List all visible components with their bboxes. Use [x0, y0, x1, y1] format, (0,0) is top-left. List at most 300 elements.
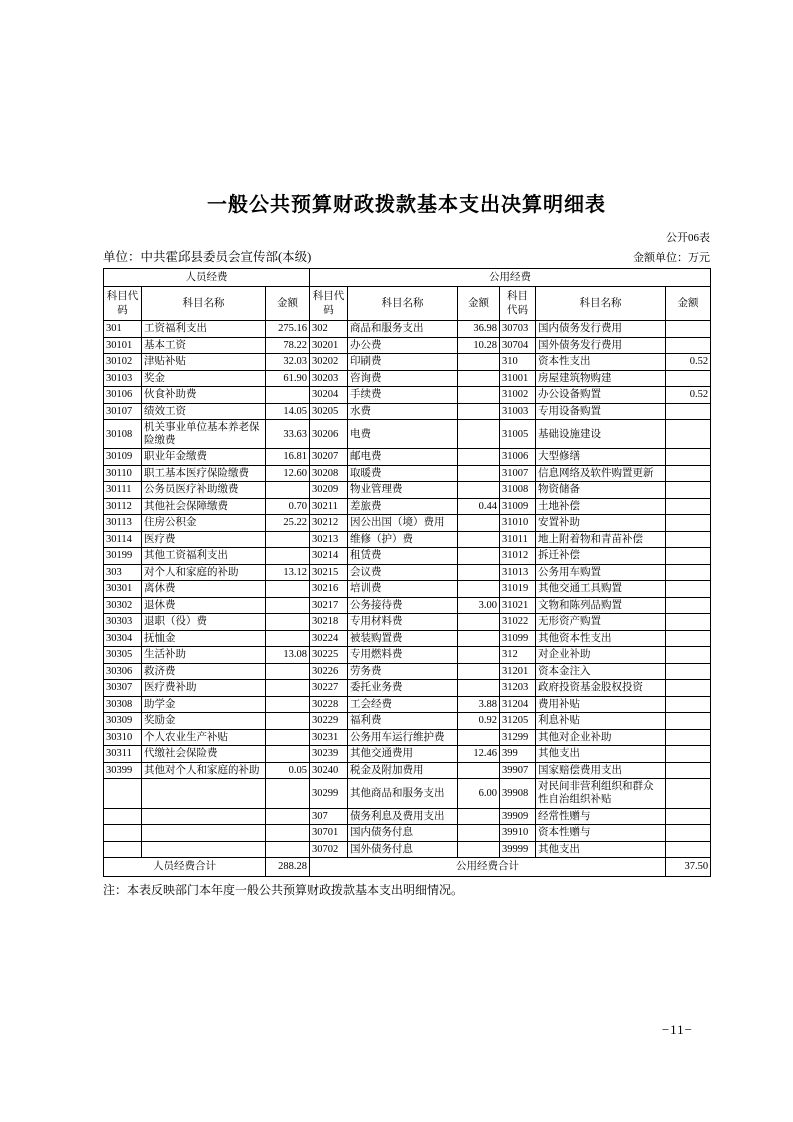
cell-code: 30208 [310, 465, 348, 482]
cell-amount [458, 614, 500, 631]
cell-name: 债务利息及费用支出 [348, 808, 458, 825]
col-header-name: 科目名称 [536, 287, 666, 321]
cell-name [142, 808, 266, 825]
cell-name: 水费 [348, 403, 458, 420]
cell-name: 差旅费 [348, 498, 458, 515]
cell-name: 利息补贴 [536, 713, 666, 730]
cell-amount [266, 614, 310, 631]
cell-code: 30231 [310, 729, 348, 746]
cell-code: 31011 [500, 531, 536, 548]
personnel-total-value: 288.28 [266, 858, 310, 877]
cell-code: 31012 [500, 548, 536, 565]
cell-amount [666, 337, 711, 354]
col-header-name: 科目名称 [142, 287, 266, 321]
table-row [104, 696, 711, 713]
cell-name: 费用补贴 [536, 696, 666, 713]
table-header [104, 269, 711, 321]
cell-amount [458, 548, 500, 565]
cell-code: 30212 [310, 515, 348, 532]
cell-amount: 0.70 [266, 498, 310, 515]
cell-name: 经常性赠与 [536, 808, 666, 825]
cell-name: 基础设施建设 [536, 420, 666, 449]
amount-unit-label: 金额单位：万元 [633, 252, 710, 264]
cell-amount [666, 663, 711, 680]
table-row [104, 403, 711, 420]
cell-amount: 13.12 [266, 564, 310, 581]
cell-code: 31005 [500, 420, 536, 449]
cell-amount [666, 630, 711, 647]
table-row [104, 321, 711, 338]
cell-name: 职工基本医疗保险缴费 [142, 465, 266, 482]
cell-amount [458, 354, 500, 371]
cell-code: 30204 [310, 387, 348, 404]
cell-code: 30214 [310, 548, 348, 565]
cell-code: 30228 [310, 696, 348, 713]
cell-name: 对个人和家庭的补助 [142, 564, 266, 581]
cell-amount [666, 465, 711, 482]
cell-amount [666, 779, 711, 808]
cell-code: 31299 [500, 729, 536, 746]
cell-name: 被装购置费 [348, 630, 458, 647]
cell-code: 39907 [500, 762, 536, 779]
cell-code: 30703 [500, 321, 536, 338]
table-row [104, 531, 711, 548]
table-row [104, 548, 711, 565]
cell-name: 维修（护）费 [348, 531, 458, 548]
cell-name: 奖励金 [142, 713, 266, 730]
cell-name: 办公费 [348, 337, 458, 354]
cell-amount [266, 729, 310, 746]
cell-code: 30113 [104, 515, 142, 532]
table-row [104, 762, 711, 779]
cell-name: 其他交通工具购置 [536, 581, 666, 598]
cell-code: 31021 [500, 597, 536, 614]
cell-amount [266, 680, 310, 697]
cell-amount [666, 729, 711, 746]
cell-amount [666, 841, 711, 858]
cell-code: 30702 [310, 841, 348, 858]
cell-amount: 33.63 [266, 420, 310, 449]
cell-name: 商品和服务支出 [348, 321, 458, 338]
cell-amount [266, 825, 310, 842]
cell-name: 文物和陈列品购置 [536, 597, 666, 614]
cell-code: 39909 [500, 808, 536, 825]
table-row [104, 337, 711, 354]
table-row [104, 779, 711, 808]
cell-amount [458, 825, 500, 842]
cell-name: 国内债务付息 [348, 825, 458, 842]
cell-code: 30225 [310, 647, 348, 664]
cell-amount: 10.28 [458, 337, 500, 354]
cell-amount: 0.52 [666, 387, 711, 404]
page-number: −11− [661, 1022, 693, 1037]
cell-amount: 0.44 [458, 498, 500, 515]
cell-code: 30106 [104, 387, 142, 404]
cell-code: 30206 [310, 420, 348, 449]
table-row [104, 465, 711, 482]
cell-code: 31204 [500, 696, 536, 713]
cell-code: 30102 [104, 354, 142, 371]
cell-name: 物业管理费 [348, 482, 458, 499]
cell-code: 30205 [310, 403, 348, 420]
table-row [104, 630, 711, 647]
cell-name: 助学金 [142, 696, 266, 713]
cell-amount: 14.05 [266, 403, 310, 420]
cell-amount [266, 713, 310, 730]
cell-name: 取暖费 [348, 465, 458, 482]
cell-name: 邮电费 [348, 449, 458, 466]
cell-name: 专用材料费 [348, 614, 458, 631]
cell-code: 399 [500, 746, 536, 763]
cell-amount: 78.22 [266, 337, 310, 354]
cell-name: 其他社会保障缴费 [142, 498, 266, 515]
cell-amount [458, 841, 500, 858]
cell-code: 303 [104, 564, 142, 581]
cell-name: 印刷费 [348, 354, 458, 371]
table-row [104, 498, 711, 515]
cell-code: 39910 [500, 825, 536, 842]
table-row [104, 370, 711, 387]
cell-name: 公务用车运行维护费 [348, 729, 458, 746]
cell-code: 31013 [500, 564, 536, 581]
cell-name: 国外债务付息 [348, 841, 458, 858]
table-row [104, 564, 711, 581]
cell-amount [666, 548, 711, 565]
cell-code: 312 [500, 647, 536, 664]
cell-code: 39908 [500, 779, 536, 808]
cell-code: 30303 [104, 614, 142, 631]
cell-code: 30299 [310, 779, 348, 808]
cell-name: 离休费 [142, 581, 266, 598]
cell-code: 31009 [500, 498, 536, 515]
table-row [104, 387, 711, 404]
cell-name: 伙食补助费 [142, 387, 266, 404]
cell-name: 救济费 [142, 663, 266, 680]
cell-name: 劳务费 [348, 663, 458, 680]
cell-code: 30701 [310, 825, 348, 842]
cell-amount: 0.92 [458, 713, 500, 730]
cell-name: 资本性赠与 [536, 825, 666, 842]
group-header-row [104, 269, 711, 287]
cell-amount [666, 825, 711, 842]
cell-code: 31007 [500, 465, 536, 482]
cell-name: 大型修缮 [536, 449, 666, 466]
cell-code: 31006 [500, 449, 536, 466]
totals-row [104, 858, 711, 877]
cell-code: 39999 [500, 841, 536, 858]
cell-amount [458, 647, 500, 664]
col-header-code: 科目代码 [104, 287, 142, 321]
table-footer [104, 858, 711, 877]
cell-code: 307 [310, 808, 348, 825]
cell-amount [666, 680, 711, 697]
cell-name: 其他对企业补助 [536, 729, 666, 746]
cell-code: 31022 [500, 614, 536, 631]
cell-code: 30218 [310, 614, 348, 631]
cell-amount: 3.00 [458, 597, 500, 614]
cell-code: 30101 [104, 337, 142, 354]
table-row [104, 515, 711, 532]
cell-name: 工资福利支出 [142, 321, 266, 338]
cell-name: 培训费 [348, 581, 458, 598]
cell-name: 房屋建筑物购建 [536, 370, 666, 387]
cell-code: 30107 [104, 403, 142, 420]
cell-code [104, 808, 142, 825]
cell-code: 30203 [310, 370, 348, 387]
cell-amount [666, 498, 711, 515]
cell-amount [666, 762, 711, 779]
cell-name: 资本金注入 [536, 663, 666, 680]
table-row [104, 663, 711, 680]
cell-name: 基本工资 [142, 337, 266, 354]
cell-amount [266, 841, 310, 858]
cell-code: 30109 [104, 449, 142, 466]
cell-code: 31001 [500, 370, 536, 387]
cell-name: 物资储备 [536, 482, 666, 499]
cell-amount [458, 387, 500, 404]
cell-amount [266, 548, 310, 565]
cell-name: 其他资本性支出 [536, 630, 666, 647]
cell-name: 公务接待费 [348, 597, 458, 614]
cell-amount [666, 614, 711, 631]
table-note: 注：本表反映部门本年度一般公共预算财政拨款基本支出明细情况。 [103, 883, 464, 897]
cell-amount [458, 630, 500, 647]
cell-name: 其他工资福利支出 [142, 548, 266, 565]
cell-amount: 13.08 [266, 647, 310, 664]
cell-amount [458, 370, 500, 387]
cell-code: 30305 [104, 647, 142, 664]
cell-amount [666, 515, 711, 532]
cell-amount [666, 403, 711, 420]
cell-amount [266, 746, 310, 763]
expenditure-detail-table [103, 268, 711, 877]
cell-name: 专用燃料费 [348, 647, 458, 664]
cell-code: 30216 [310, 581, 348, 598]
cell-code: 30202 [310, 354, 348, 371]
cell-code: 30240 [310, 762, 348, 779]
table-row [104, 449, 711, 466]
cell-name: 抚恤金 [142, 630, 266, 647]
personnel-total-label: 人员经费合计 [104, 858, 266, 877]
cell-amount [666, 370, 711, 387]
cell-amount: 6.00 [458, 779, 500, 808]
cell-code: 30239 [310, 746, 348, 763]
public-total-value: 37.50 [666, 858, 711, 877]
cell-amount [458, 663, 500, 680]
cell-amount [666, 696, 711, 713]
cell-name: 医疗费补助 [142, 680, 266, 697]
table-code-label: 公开06表 [666, 232, 710, 244]
cell-name: 生活补助 [142, 647, 266, 664]
cell-name: 信息网络及软件购置更新 [536, 465, 666, 482]
cell-amount [458, 420, 500, 449]
cell-name: 退职（役）费 [142, 614, 266, 631]
cell-code: 31010 [500, 515, 536, 532]
cell-amount [458, 564, 500, 581]
cell-amount [666, 581, 711, 598]
cell-code: 30226 [310, 663, 348, 680]
cell-amount: 16.81 [266, 449, 310, 466]
cell-amount [458, 729, 500, 746]
cell-amount [666, 420, 711, 449]
cell-code: 30308 [104, 696, 142, 713]
cell-code: 31205 [500, 713, 536, 730]
cell-name: 税金及附加费用 [348, 762, 458, 779]
group-header-personnel: 人员经费 [104, 269, 310, 287]
col-header-code: 科目代码 [310, 287, 348, 321]
cell-amount [266, 630, 310, 647]
cell-name: 机关事业单位基本养老保险缴费 [142, 420, 266, 449]
col-header-amount: 金额 [458, 287, 500, 321]
cell-code: 30399 [104, 762, 142, 779]
cell-name: 对企业补助 [536, 647, 666, 664]
col-header-name: 科目名称 [348, 287, 458, 321]
cell-code: 30111 [104, 482, 142, 499]
cell-name: 退休费 [142, 597, 266, 614]
cell-name: 个人农业生产补贴 [142, 729, 266, 746]
table-body [104, 321, 711, 858]
cell-code: 30311 [104, 746, 142, 763]
cell-amount [266, 663, 310, 680]
cell-amount [666, 713, 711, 730]
cell-code: 30309 [104, 713, 142, 730]
cell-name: 咨询费 [348, 370, 458, 387]
cell-code: 31019 [500, 581, 536, 598]
cell-name: 资本性支出 [536, 354, 666, 371]
cell-name: 办公设备购置 [536, 387, 666, 404]
cell-name: 因公出国（境）费用 [348, 515, 458, 532]
cell-amount: 3.88 [458, 696, 500, 713]
cell-code: 301 [104, 321, 142, 338]
cell-amount [666, 449, 711, 466]
cell-amount [458, 762, 500, 779]
cell-name: 专用设备购置 [536, 403, 666, 420]
cell-amount [666, 746, 711, 763]
cell-code: 30310 [104, 729, 142, 746]
cell-name [142, 841, 266, 858]
cell-name: 职业年金缴费 [142, 449, 266, 466]
cell-amount [266, 581, 310, 598]
cell-name: 其他支出 [536, 841, 666, 858]
cell-name: 国内债务发行费用 [536, 321, 666, 338]
cell-code: 30112 [104, 498, 142, 515]
cell-code: 30304 [104, 630, 142, 647]
cell-code: 30704 [500, 337, 536, 354]
cell-code: 30302 [104, 597, 142, 614]
cell-amount [266, 779, 310, 808]
cell-amount [266, 531, 310, 548]
cell-name: 奖金 [142, 370, 266, 387]
table-row [104, 354, 711, 371]
cell-name: 无形资产购置 [536, 614, 666, 631]
table-row [104, 729, 711, 746]
table-row [104, 482, 711, 499]
cell-name: 福利费 [348, 713, 458, 730]
cell-amount: 32.03 [266, 354, 310, 371]
cell-amount: 25.22 [266, 515, 310, 532]
cell-amount [458, 449, 500, 466]
cell-code: 31002 [500, 387, 536, 404]
cell-name: 公务员医疗补助缴费 [142, 482, 266, 499]
cell-code: 31201 [500, 663, 536, 680]
cell-name: 地上附着物和青苗补偿 [536, 531, 666, 548]
cell-code: 30114 [104, 531, 142, 548]
cell-name: 国家赔偿费用支出 [536, 762, 666, 779]
table-row [104, 597, 711, 614]
table-row [104, 420, 711, 449]
cell-name: 其他商品和服务支出 [348, 779, 458, 808]
cell-code: 310 [500, 354, 536, 371]
cell-code [104, 841, 142, 858]
cell-code: 30199 [104, 548, 142, 565]
cell-code: 30229 [310, 713, 348, 730]
group-header-public: 公用经费 [310, 269, 711, 287]
table-row [104, 808, 711, 825]
table-row [104, 647, 711, 664]
cell-name: 国外债务发行费用 [536, 337, 666, 354]
cell-name: 电费 [348, 420, 458, 449]
cell-amount: 36.98 [458, 321, 500, 338]
cell-code: 30306 [104, 663, 142, 680]
cell-amount [666, 531, 711, 548]
page-title: 一般公共预算财政拨款基本支出决算明细表 [207, 194, 606, 216]
cell-name: 对民间非营利组织和群众性自治组织补贴 [536, 779, 666, 808]
cell-code: 302 [310, 321, 348, 338]
cell-name: 代缴社会保险费 [142, 746, 266, 763]
cell-amount [458, 403, 500, 420]
cell-code: 30224 [310, 630, 348, 647]
cell-name [142, 825, 266, 842]
cell-name [142, 779, 266, 808]
cell-code: 30209 [310, 482, 348, 499]
cell-amount [458, 465, 500, 482]
cell-code: 31203 [500, 680, 536, 697]
cell-amount [458, 680, 500, 697]
cell-amount [266, 387, 310, 404]
cell-code: 30108 [104, 420, 142, 449]
cell-amount [666, 597, 711, 614]
cell-amount [266, 808, 310, 825]
table-row [104, 581, 711, 598]
cell-code: 30213 [310, 531, 348, 548]
cell-amount [458, 808, 500, 825]
column-header-row [104, 287, 711, 321]
cell-amount [666, 482, 711, 499]
cell-amount: 61.90 [266, 370, 310, 387]
table-row [104, 713, 711, 730]
cell-amount [458, 482, 500, 499]
cell-name: 绩效工资 [142, 403, 266, 420]
cell-name: 公务用车购置 [536, 564, 666, 581]
cell-name: 住房公积金 [142, 515, 266, 532]
table-row [104, 614, 711, 631]
cell-code: 30227 [310, 680, 348, 697]
col-header-amount: 金额 [666, 287, 711, 321]
cell-name: 会议费 [348, 564, 458, 581]
cell-name: 手续费 [348, 387, 458, 404]
cell-name: 委托业务费 [348, 680, 458, 697]
cell-amount [266, 696, 310, 713]
table-row [104, 825, 711, 842]
cell-name: 安置补助 [536, 515, 666, 532]
cell-code: 31099 [500, 630, 536, 647]
col-header-code: 科目代码 [500, 287, 536, 321]
cell-amount: 12.46 [458, 746, 500, 763]
cell-amount [266, 597, 310, 614]
cell-name: 工会经费 [348, 696, 458, 713]
cell-code: 30201 [310, 337, 348, 354]
cell-amount: 0.05 [266, 762, 310, 779]
